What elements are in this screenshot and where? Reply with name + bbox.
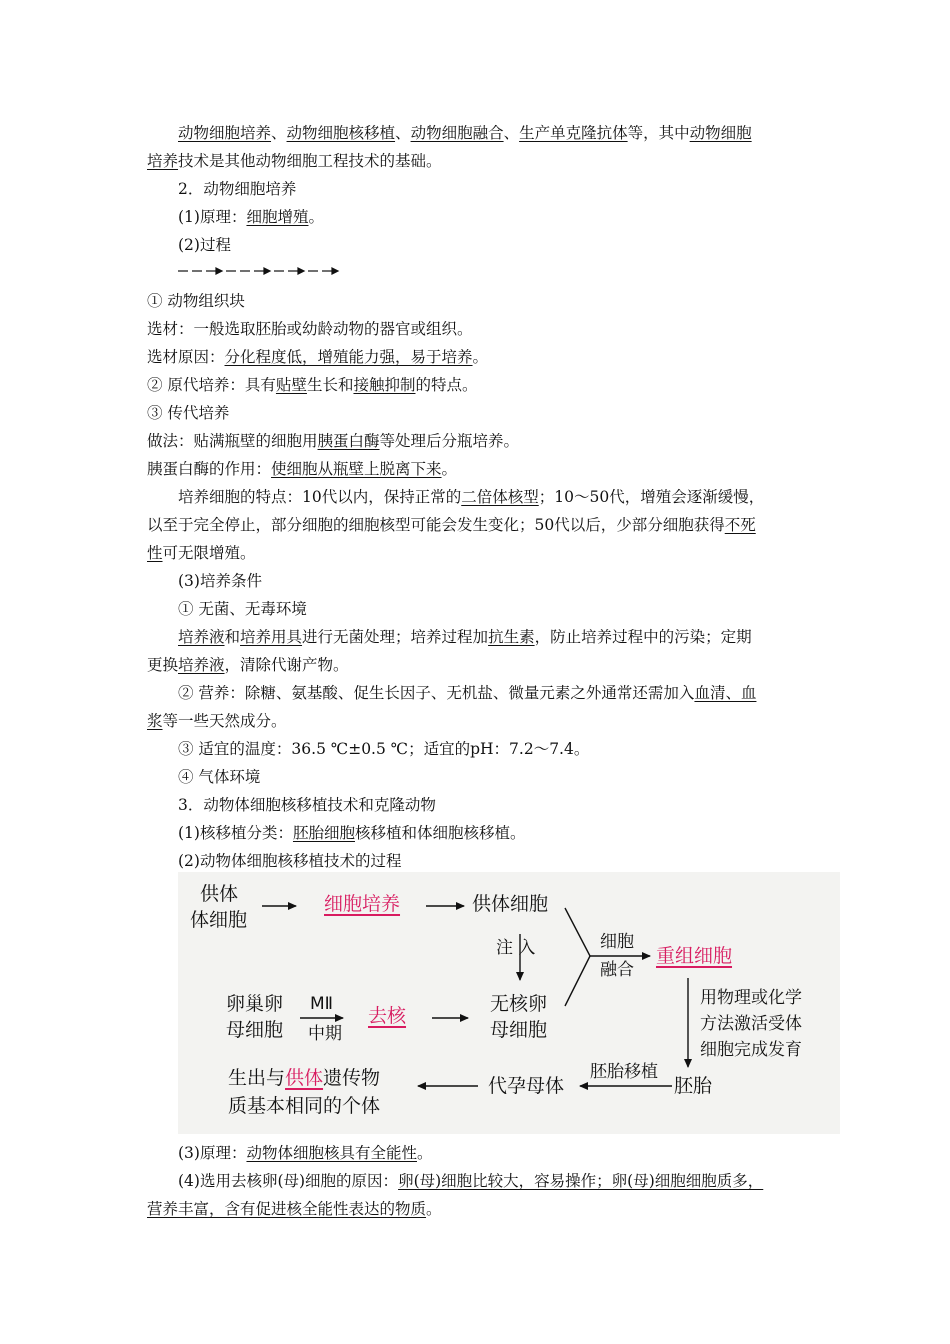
enucleated-cell-1: 无核卵 [490, 993, 548, 1015]
reconstructed-cell-node: 重组细胞 [656, 945, 733, 967]
term-basis-part2: 培养 [147, 152, 179, 170]
answer-contact-inhibition: 接触抑制 [353, 376, 416, 394]
process-heading: (2)过程 [178, 236, 231, 254]
activation-label-1: 用物理或化学 [700, 988, 802, 1008]
offspring-label-2: 质基本相同的个体 [228, 1095, 381, 1117]
answer-enzyme-role: 使细胞从瓶壁上脱离下来 [271, 460, 442, 478]
answer-trypsin: 胰蛋白酶 [317, 432, 380, 450]
cell-culture-node: 细胞培养 [324, 893, 401, 915]
features-line-2: 以至于完全停止，部分细胞的细胞核型可能会发生变化；50代以后，少部分细胞获得不死 [147, 516, 756, 534]
mii-label: MⅡ [310, 994, 334, 1014]
answer-immortal-2: 性 [147, 544, 163, 562]
material-line: 选材：一般选取胚胎或幼龄动物的器官或组织。 [147, 320, 473, 338]
oocyte-label-1: 卵巢卵 [226, 993, 284, 1015]
step-1: ① 动物组织块 [147, 292, 245, 310]
answer-oocyte-reason-1: 卵(母)细胞比较大，容易操作；卵(母)细胞细胞质多， [398, 1172, 764, 1190]
principle-line-2: (3)原理：动物体细胞核具有全能性。 [178, 1144, 433, 1162]
answer-totipotency: 动物体细胞核具有全能性 [246, 1144, 417, 1162]
donor-cell-node: 供体细胞 [472, 893, 549, 915]
nuclear-transfer-diagram [178, 872, 840, 1134]
term-basis-part1: 动物细胞 [689, 124, 752, 142]
sterile-line-2: 更换培养液，清除代谢产物。 [147, 656, 349, 674]
surrogate-node: 代孕母体 [488, 1075, 565, 1097]
reason-line-1: (4)选用去核卵(母)细胞的原因：卵(母)细胞比较大，容易操作；卵(母)细胞细胞质多， [178, 1172, 764, 1190]
term-nuclear-transfer: 动物细胞核移植 [286, 124, 396, 142]
sterile-line-1: 培养液和培养用具进行无菌处理；培养过程加抗生素，防止培养过程中的污染；定期 [178, 628, 752, 646]
intro-line-2: 培养技术是其他动物细胞工程技术的基础。 [147, 152, 442, 170]
condition-1: ① 无菌、无毒环境 [178, 600, 307, 618]
features-line-3: 性可无限增殖。 [147, 544, 256, 562]
metaphase-label: 中期 [308, 1024, 342, 1044]
reason-answer: 分化程度低，增殖能力强，易于培养 [224, 348, 473, 366]
process-heading-2: (2)动物体细胞核移植技术的过程 [178, 852, 402, 870]
answer-tools: 培养用具 [240, 628, 303, 646]
reason-line-2: 营养丰富，含有促进核全能性表达的物质。 [147, 1200, 442, 1218]
donor-label-2: 体细胞 [190, 909, 248, 931]
donor-highlight: 供体 [285, 1067, 324, 1089]
answer-serum-1: 血清、血 [694, 684, 757, 702]
method-line: 做法：贴满瓶壁的细胞用胰蛋白酶等处理后分瓶培养。 [147, 432, 520, 450]
intro-line-1: 动物细胞培养、动物细胞核移植、动物细胞融合、生产单克隆抗体等，其中动物细胞 [178, 124, 752, 142]
offspring-label-1: 生出与供体遗传物 [228, 1067, 381, 1089]
activation-label-3: 细胞完成发育 [700, 1040, 802, 1060]
section-2-title: 2．动物细胞培养 [178, 180, 297, 198]
term-monoclonal-antibody: 生产单克隆抗体 [519, 124, 628, 142]
inject-label: 注 入 [496, 938, 536, 958]
oocyte-label-2: 母细胞 [226, 1019, 284, 1041]
enucleated-cell-2: 母细胞 [490, 1019, 548, 1041]
answer-immortal-1: 不死 [724, 516, 756, 534]
fusion-label-2: 融合 [600, 960, 634, 980]
embryo-transfer-label: 胚胎移植 [590, 1062, 658, 1082]
activation-label-2: 方法激活受体 [700, 1014, 802, 1034]
classification-line: (1)核移植分类：胚胎细胞核移植和体细胞核移植。 [178, 824, 526, 842]
enucleation-node: 去核 [368, 1005, 407, 1027]
gas-line: ④ 气体环境 [178, 768, 261, 786]
answer-medium-2: 培养液 [178, 656, 225, 674]
temperature-line: ③ 适宜的温度：36.5 ℃±0.5 ℃；适宜的pH：7.2～7.4。 [178, 740, 590, 758]
features-line-1: 培养细胞的特点：10代以内，保持正常的二倍体核型；10～50代，增殖会逐渐缓慢， [178, 488, 765, 506]
section-3-title: 3．动物体细胞核移植技术和克隆动物 [178, 796, 436, 814]
donor-label-1: 供体 [200, 883, 239, 905]
term-cell-fusion: 动物细胞融合 [410, 124, 504, 142]
conditions-heading: (3)培养条件 [178, 572, 262, 590]
answer-embryonic: 胚胎细胞 [292, 824, 355, 842]
principle-answer: 细胞增殖 [246, 208, 309, 226]
term-animal-cell-culture: 动物细胞培养 [178, 124, 272, 142]
enzyme-role-line: 胰蛋白酶的作用：使细胞从瓶壁上脱离下来。 [147, 460, 458, 478]
answer-oocyte-reason-2: 营养丰富，含有促进核全能性表达的物质 [147, 1200, 427, 1218]
fusion-label-1: 细胞 [600, 932, 634, 952]
answer-adherence: 贴壁 [275, 376, 307, 394]
nutrition-line-1: ② 营养：除糖、氨基酸、促生长因子、无机盐、微量元素之外通常还需加入血清、血 [178, 684, 757, 702]
answer-diploid: 二倍体核型 [461, 488, 539, 506]
principle-line: (1)原理：细胞增殖。 [178, 208, 324, 226]
material-reason-line: 选材原因：分化程度低，增殖能力强，易于培养。 [147, 348, 489, 366]
embryo-node: 胚胎 [674, 1075, 713, 1097]
answer-antibiotic: 抗生素 [488, 628, 535, 646]
answer-serum-2: 浆 [147, 712, 163, 730]
primary-culture-line: ② 原代培养：具有贴壁生长和接触抑制的特点。 [147, 376, 478, 394]
step-3: ③ 传代培养 [147, 404, 230, 422]
nutrition-line-2: 浆等一些天然成分。 [147, 712, 287, 730]
answer-medium: 培养液 [178, 628, 225, 646]
process-flow-arrows [178, 262, 348, 284]
